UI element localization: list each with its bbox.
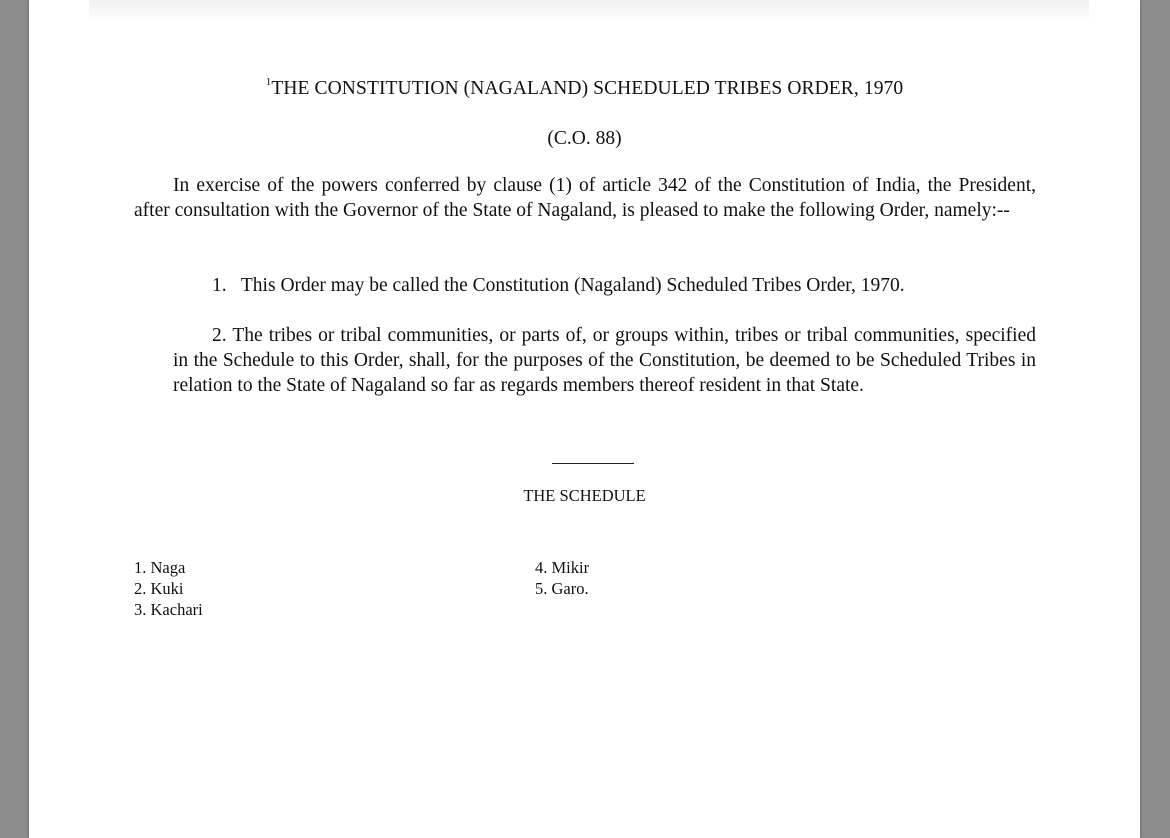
schedule-heading: THE SCHEDULE <box>523 486 646 505</box>
clause-1-paragraph: 1. This Order may be called the Constitution (Nagaland) Scheduled Tribes Order, 1970. <box>212 275 905 296</box>
page-top-edge <box>89 0 1089 22</box>
schedule-item: 3. Kachari <box>134 600 203 619</box>
document-page <box>29 0 1140 838</box>
order-title <box>29 76 1140 100</box>
footnote-marker: 1 <box>265 76 272 88</box>
clause-2-paragraph: 2. The tribes or tribal communities, or parts of, or groups within, tribes or tribal communities, specified in the Schedule to this Order, shall, for the purposes of the Constitution, be deemed to be Scheduled Tribes in relation to the State of Nagaland so far as regards members thereof resident in that State. <box>173 325 1036 396</box>
schedule-list-right <box>535 557 589 599</box>
schedule-item: 4. Mikir <box>535 558 590 577</box>
schedule-list-left <box>134 557 203 620</box>
order-title-text: THE CONSTITUTION (NAGALAND) SCHEDULED TRIBES ORDER, 1970 <box>271 78 904 99</box>
schedule-item: 1. Naga <box>134 558 186 577</box>
preamble-paragraph: In exercise of the powers conferred by clause (1) of article 342 of the Constitution of India, the President, after consultation with the Governor of the State of Nagaland, is pleased to make the following Order, namely:-- <box>134 175 1036 221</box>
order-number: (C.O. 88) <box>547 128 622 149</box>
section-divider <box>552 463 634 464</box>
schedule-item: 2. Kuki <box>134 579 184 598</box>
schedule-item: 5. Garo. <box>535 579 589 598</box>
